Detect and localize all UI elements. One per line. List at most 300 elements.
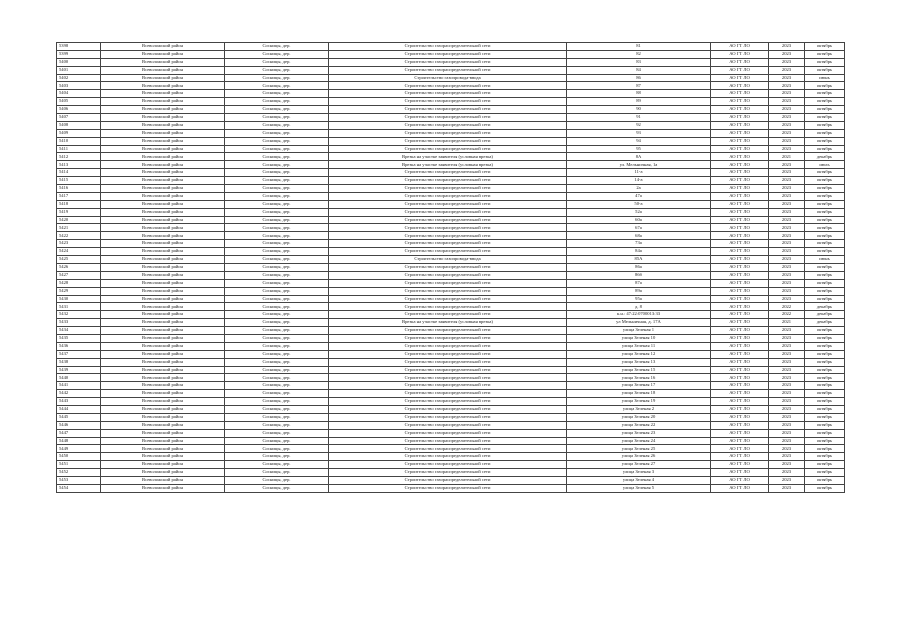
row-number: 5400 (57, 58, 101, 66)
organization-cell: АО ГТ ЛО (711, 232, 769, 240)
row-number: 5410 (57, 137, 101, 145)
district-cell: Всеволожский район (101, 50, 225, 58)
year-cell: 2023 (769, 192, 805, 200)
month-cell: октябрь (805, 106, 845, 114)
organization-cell: АО ГТ ЛО (711, 327, 769, 335)
organization-cell: АО ГТ ЛО (711, 208, 769, 216)
district-cell: Всеволожский район (101, 114, 225, 122)
district-cell: Всеволожский район (101, 129, 225, 137)
table-row (57, 232, 845, 240)
organization-cell: АО ГТ ЛО (711, 311, 769, 319)
work-type-cell: Строительство газораспределительной сети (329, 106, 567, 114)
month-cell: октябрь (805, 358, 845, 366)
year-cell: 2023 (769, 382, 805, 390)
address-cell: улица Зеленая 3 (567, 469, 711, 477)
year-cell: 2023 (769, 82, 805, 90)
row-number: 5434 (57, 327, 101, 335)
address-cell: улица Зеленая 22 (567, 421, 711, 429)
address-cell: улица Зеленая 13 (567, 358, 711, 366)
settlement-cell: Сосницы, дер. (225, 311, 329, 319)
table-row (57, 311, 845, 319)
organization-cell: АО ГТ ЛО (711, 445, 769, 453)
work-type-cell: Строительство газораспределительной сети (329, 200, 567, 208)
row-number: 5447 (57, 429, 101, 437)
organization-cell: АО ГТ ЛО (711, 303, 769, 311)
year-cell: 2023 (769, 129, 805, 137)
settlement-cell: Сосницы, дер. (225, 137, 329, 145)
row-number: 5444 (57, 405, 101, 413)
address-cell: 92 (567, 121, 711, 129)
month-cell: октябрь (805, 208, 845, 216)
year-cell: 2023 (769, 358, 805, 366)
work-type-cell: Строительство газораспределительной сети (329, 469, 567, 477)
table-row (57, 413, 845, 421)
work-type-cell: Строительство газораспределительной сети (329, 484, 567, 492)
work-type-cell: Строительство газораспределительной сети (329, 50, 567, 58)
year-cell: 2023 (769, 374, 805, 382)
month-cell: октябрь (805, 279, 845, 287)
settlement-cell: Сосницы, дер. (225, 279, 329, 287)
district-cell: Всеволожский район (101, 43, 225, 51)
month-cell: октябрь (805, 461, 845, 469)
address-cell: 89а (567, 287, 711, 295)
month-cell: октябрь (805, 429, 845, 437)
row-number: 5417 (57, 192, 101, 200)
row-number: 5414 (57, 169, 101, 177)
settlement-cell: Сосницы, дер. (225, 342, 329, 350)
year-cell: 2023 (769, 161, 805, 169)
address-cell: 86а (567, 263, 711, 271)
organization-cell: АО ГТ ЛО (711, 153, 769, 161)
year-cell: 2023 (769, 437, 805, 445)
year-cell: 2023 (769, 453, 805, 461)
year-cell: 2021 (769, 153, 805, 161)
row-number: 5452 (57, 469, 101, 477)
organization-cell: АО ГТ ЛО (711, 342, 769, 350)
year-cell: 2023 (769, 461, 805, 469)
row-number: 5403 (57, 82, 101, 90)
table-row (57, 429, 845, 437)
year-cell: 2023 (769, 256, 805, 264)
row-number: 5431 (57, 303, 101, 311)
table-row (57, 90, 845, 98)
year-cell: 2023 (769, 390, 805, 398)
year-cell: 2023 (769, 398, 805, 406)
table-row (57, 334, 845, 342)
year-cell: 2023 (769, 295, 805, 303)
work-type-cell: Строительство газораспределительной сети (329, 82, 567, 90)
district-cell: Всеволожский район (101, 398, 225, 406)
year-cell: 2023 (769, 98, 805, 106)
year-cell: 2023 (769, 405, 805, 413)
month-cell: октябрь (805, 405, 845, 413)
address-cell: 90 (567, 106, 711, 114)
district-cell: Всеволожский район (101, 421, 225, 429)
settlement-cell: Сосницы, дер. (225, 429, 329, 437)
row-number: 5399 (57, 50, 101, 58)
district-cell: Всеволожский район (101, 153, 225, 161)
row-number: 5450 (57, 453, 101, 461)
row-number: 5401 (57, 66, 101, 74)
organization-cell: АО ГТ ЛО (711, 279, 769, 287)
work-type-cell: Строительство газораспределительной сети (329, 429, 567, 437)
district-cell: Всеволожский район (101, 145, 225, 153)
address-cell: 87а (567, 279, 711, 287)
organization-cell: АО ГТ ЛО (711, 429, 769, 437)
row-number: 5409 (57, 129, 101, 137)
settlement-cell: Сосницы, дер. (225, 192, 329, 200)
month-cell: октябрь (805, 90, 845, 98)
table-row (57, 256, 845, 264)
address-cell: ул Мельничная, д. 17А (567, 319, 711, 327)
register-body (57, 43, 845, 493)
month-cell: октябрь (805, 342, 845, 350)
organization-cell: АО ГТ ЛО (711, 405, 769, 413)
address-cell: 94 (567, 137, 711, 145)
district-cell: Всеволожский район (101, 319, 225, 327)
address-cell: улица Зеленая 24 (567, 437, 711, 445)
work-type-cell: Строительство газораспределительной сети (329, 216, 567, 224)
organization-cell: АО ГТ ЛО (711, 350, 769, 358)
table-row (57, 177, 845, 185)
settlement-cell: Сосницы, дер. (225, 303, 329, 311)
year-cell: 2023 (769, 429, 805, 437)
district-cell: Всеволожский район (101, 429, 225, 437)
organization-cell: АО ГТ ЛО (711, 390, 769, 398)
settlement-cell: Сосницы, дер. (225, 153, 329, 161)
month-cell: октябрь (805, 469, 845, 477)
address-cell: 86 (567, 74, 711, 82)
district-cell: Всеволожский район (101, 390, 225, 398)
month-cell: октябрь (805, 177, 845, 185)
district-cell: Всеволожский район (101, 366, 225, 374)
row-number: 5427 (57, 271, 101, 279)
row-number: 5420 (57, 216, 101, 224)
address-cell: 52а (567, 208, 711, 216)
organization-cell: АО ГТ ЛО (711, 66, 769, 74)
work-type-cell: Строительство газораспределительной сети (329, 303, 567, 311)
organization-cell: АО ГТ ЛО (711, 137, 769, 145)
district-cell: Всеволожский район (101, 192, 225, 200)
settlement-cell: Сосницы, дер. (225, 484, 329, 492)
year-cell: 2023 (769, 413, 805, 421)
year-cell: 2022 (769, 303, 805, 311)
organization-cell: АО ГТ ЛО (711, 287, 769, 295)
work-type-cell: Строительство газораспределительной сети (329, 90, 567, 98)
document-page (56, 42, 844, 493)
row-number: 5439 (57, 366, 101, 374)
month-cell: октябрь (805, 350, 845, 358)
work-type-cell: Врезка на участке заявителя (условная врезка) (329, 319, 567, 327)
organization-cell: АО ГТ ЛО (711, 382, 769, 390)
work-type-cell: Строительство газораспределительной сети (329, 58, 567, 66)
table-row (57, 82, 845, 90)
district-cell: Всеволожский район (101, 106, 225, 114)
district-cell: Всеволожский район (101, 453, 225, 461)
settlement-cell: Сосницы, дер. (225, 161, 329, 169)
row-number: 5443 (57, 398, 101, 406)
table-row (57, 382, 845, 390)
month-cell: октябрь (805, 476, 845, 484)
settlement-cell: Сосницы, дер. (225, 445, 329, 453)
month-cell: июнь (805, 74, 845, 82)
year-cell: 2023 (769, 327, 805, 335)
year-cell: 2023 (769, 263, 805, 271)
organization-cell: АО ГТ ЛО (711, 224, 769, 232)
table-row (57, 271, 845, 279)
year-cell: 2023 (769, 145, 805, 153)
settlement-cell: Сосницы, дер. (225, 240, 329, 248)
month-cell: октябрь (805, 366, 845, 374)
month-cell: октябрь (805, 224, 845, 232)
table-row (57, 153, 845, 161)
district-cell: Всеволожский район (101, 469, 225, 477)
row-number: 5448 (57, 437, 101, 445)
work-type-cell: Строительство газораспределительной сети (329, 177, 567, 185)
work-type-cell: Строительство газораспределительной сети (329, 224, 567, 232)
month-cell: июнь (805, 256, 845, 264)
organization-cell: АО ГТ ЛО (711, 192, 769, 200)
work-type-cell: Строительство газораспределительной сети (329, 311, 567, 319)
month-cell: октябрь (805, 390, 845, 398)
district-cell: Всеволожский район (101, 58, 225, 66)
work-type-cell: Строительство газораспределительной сети (329, 98, 567, 106)
table-row (57, 121, 845, 129)
row-number: 5442 (57, 390, 101, 398)
month-cell: декабрь (805, 153, 845, 161)
settlement-cell: Сосницы, дер. (225, 327, 329, 335)
year-cell: 2023 (769, 74, 805, 82)
organization-cell: АО ГТ ЛО (711, 437, 769, 445)
district-cell: Всеволожский район (101, 437, 225, 445)
month-cell: октябрь (805, 58, 845, 66)
district-cell: Всеволожский район (101, 121, 225, 129)
table-row (57, 484, 845, 492)
year-cell: 2023 (769, 114, 805, 122)
month-cell: октябрь (805, 398, 845, 406)
table-row (57, 185, 845, 193)
work-type-cell: Строительство газораспределительной сети (329, 279, 567, 287)
settlement-cell: Сосницы, дер. (225, 256, 329, 264)
settlement-cell: Сосницы, дер. (225, 82, 329, 90)
address-cell: улица Зеленая 19 (567, 398, 711, 406)
address-cell: улица Зеленая 2 (567, 405, 711, 413)
row-number: 5440 (57, 374, 101, 382)
row-number: 5453 (57, 476, 101, 484)
work-type-cell: Строительство газораспределительной сети (329, 114, 567, 122)
settlement-cell: Сосницы, дер. (225, 114, 329, 122)
address-cell: 60а (567, 216, 711, 224)
month-cell: октябрь (805, 382, 845, 390)
year-cell: 2023 (769, 342, 805, 350)
organization-cell: АО ГТ ЛО (711, 374, 769, 382)
year-cell: 2023 (769, 137, 805, 145)
settlement-cell: Сосницы, дер. (225, 271, 329, 279)
settlement-cell: Сосницы, дер. (225, 390, 329, 398)
settlement-cell: Сосницы, дер. (225, 121, 329, 129)
month-cell: октябрь (805, 145, 845, 153)
row-number: 5451 (57, 461, 101, 469)
work-type-cell: Строительство газораспределительной сети (329, 445, 567, 453)
address-cell: 95а (567, 295, 711, 303)
district-cell: Всеволожский район (101, 74, 225, 82)
settlement-cell: Сосницы, дер. (225, 421, 329, 429)
table-row (57, 263, 845, 271)
register-table (56, 42, 845, 493)
row-number: 5435 (57, 334, 101, 342)
address-cell: 47а (567, 192, 711, 200)
table-row (57, 279, 845, 287)
work-type-cell: Строительство газораспределительной сети (329, 263, 567, 271)
district-cell: Всеволожский район (101, 287, 225, 295)
address-cell: улица Зеленая 25 (567, 445, 711, 453)
settlement-cell: Сосницы, дер. (225, 216, 329, 224)
district-cell: Всеволожский район (101, 342, 225, 350)
settlement-cell: Сосницы, дер. (225, 334, 329, 342)
settlement-cell: Сосницы, дер. (225, 58, 329, 66)
work-type-cell: Строительство газораспределительной сети (329, 476, 567, 484)
month-cell: октябрь (805, 453, 845, 461)
row-number: 5398 (57, 43, 101, 51)
work-type-cell: Строительство газопровода-ввода (329, 256, 567, 264)
table-row (57, 295, 845, 303)
table-row (57, 445, 845, 453)
row-number: 5426 (57, 263, 101, 271)
address-cell: 89 (567, 98, 711, 106)
table-row (57, 366, 845, 374)
organization-cell: АО ГТ ЛО (711, 114, 769, 122)
month-cell: октябрь (805, 82, 845, 90)
table-row (57, 137, 845, 145)
settlement-cell: Сосницы, дер. (225, 232, 329, 240)
month-cell: октябрь (805, 98, 845, 106)
work-type-cell: Врезка на участке заявителя (условная врезка) (329, 153, 567, 161)
organization-cell: АО ГТ ЛО (711, 421, 769, 429)
year-cell: 2023 (769, 208, 805, 216)
district-cell: Всеволожский район (101, 263, 225, 271)
district-cell: Всеволожский район (101, 137, 225, 145)
work-type-cell: Строительство газораспределительной сети (329, 169, 567, 177)
settlement-cell: Сосницы, дер. (225, 413, 329, 421)
table-row (57, 405, 845, 413)
district-cell: Всеволожский район (101, 224, 225, 232)
district-cell: Всеволожский район (101, 200, 225, 208)
address-cell: 73а (567, 240, 711, 248)
year-cell: 2023 (769, 279, 805, 287)
month-cell: октябрь (805, 185, 845, 193)
row-number: 5407 (57, 114, 101, 122)
address-cell: улица Зеленая 20 (567, 413, 711, 421)
district-cell: Всеволожский район (101, 350, 225, 358)
settlement-cell: Сосницы, дер. (225, 98, 329, 106)
work-type-cell: Строительство газораспределительной сети (329, 192, 567, 200)
row-number: 5437 (57, 350, 101, 358)
year-cell: 2023 (769, 50, 805, 58)
settlement-cell: Сосницы, дер. (225, 287, 329, 295)
address-cell: улица Зеленая 4 (567, 476, 711, 484)
settlement-cell: Сосницы, дер. (225, 350, 329, 358)
work-type-cell: Строительство газораспределительной сети (329, 398, 567, 406)
address-cell: 14-а (567, 177, 711, 185)
settlement-cell: Сосницы, дер. (225, 366, 329, 374)
month-cell: октябрь (805, 445, 845, 453)
month-cell: октябрь (805, 484, 845, 492)
work-type-cell: Строительство газораспределительной сети (329, 185, 567, 193)
address-cell: 11-а (567, 169, 711, 177)
district-cell: Всеволожский район (101, 98, 225, 106)
month-cell: октябрь (805, 263, 845, 271)
month-cell: октябрь (805, 271, 845, 279)
work-type-cell: Строительство газораспределительной сети (329, 382, 567, 390)
month-cell: октябрь (805, 421, 845, 429)
table-row (57, 200, 845, 208)
year-cell: 2023 (769, 271, 805, 279)
organization-cell: АО ГТ ЛО (711, 90, 769, 98)
district-cell: Всеволожский район (101, 295, 225, 303)
address-cell: 91 (567, 114, 711, 122)
table-row (57, 469, 845, 477)
district-cell: Всеволожский район (101, 240, 225, 248)
organization-cell: АО ГТ ЛО (711, 129, 769, 137)
work-type-cell: Строительство газораспределительной сети (329, 271, 567, 279)
year-cell: 2023 (769, 445, 805, 453)
address-cell: 95 (567, 145, 711, 153)
year-cell: 2023 (769, 216, 805, 224)
year-cell: 2023 (769, 476, 805, 484)
work-type-cell: Строительство газораспределительной сети (329, 232, 567, 240)
address-cell: 93 (567, 129, 711, 137)
settlement-cell: Сосницы, дер. (225, 437, 329, 445)
month-cell: октябрь (805, 200, 845, 208)
table-row (57, 106, 845, 114)
year-cell: 2023 (769, 469, 805, 477)
month-cell: декабрь (805, 311, 845, 319)
row-number: 5424 (57, 248, 101, 256)
month-cell: октябрь (805, 137, 845, 145)
work-type-cell: Строительство газораспределительной сети (329, 129, 567, 137)
work-type-cell: Строительство газораспределительной сети (329, 295, 567, 303)
district-cell: Всеволожский район (101, 334, 225, 342)
address-cell: к.н.: 47:22:0700013:33 (567, 311, 711, 319)
district-cell: Всеволожский район (101, 271, 225, 279)
year-cell: 2023 (769, 287, 805, 295)
district-cell: Всеволожский район (101, 476, 225, 484)
table-row (57, 342, 845, 350)
work-type-cell: Строительство газораспределительной сети (329, 121, 567, 129)
settlement-cell: Сосницы, дер. (225, 248, 329, 256)
address-cell: 8А (567, 153, 711, 161)
settlement-cell: Сосницы, дер. (225, 50, 329, 58)
work-type-cell: Строительство газораспределительной сети (329, 137, 567, 145)
work-type-cell: Строительство газораспределительной сети (329, 358, 567, 366)
row-number: 5422 (57, 232, 101, 240)
month-cell: октябрь (805, 295, 845, 303)
month-cell: октябрь (805, 129, 845, 137)
month-cell: октябрь (805, 287, 845, 295)
organization-cell: АО ГТ ЛО (711, 413, 769, 421)
table-row (57, 169, 845, 177)
month-cell: октябрь (805, 66, 845, 74)
work-type-cell: Строительство газораспределительной сети (329, 390, 567, 398)
table-row (57, 350, 845, 358)
district-cell: Всеволожский район (101, 445, 225, 453)
row-number: 5413 (57, 161, 101, 169)
table-row (57, 114, 845, 122)
district-cell: Всеволожский район (101, 279, 225, 287)
work-type-cell: Строительство газораспределительной сети (329, 66, 567, 74)
work-type-cell: Строительство газораспределительной сети (329, 413, 567, 421)
settlement-cell: Сосницы, дер. (225, 74, 329, 82)
